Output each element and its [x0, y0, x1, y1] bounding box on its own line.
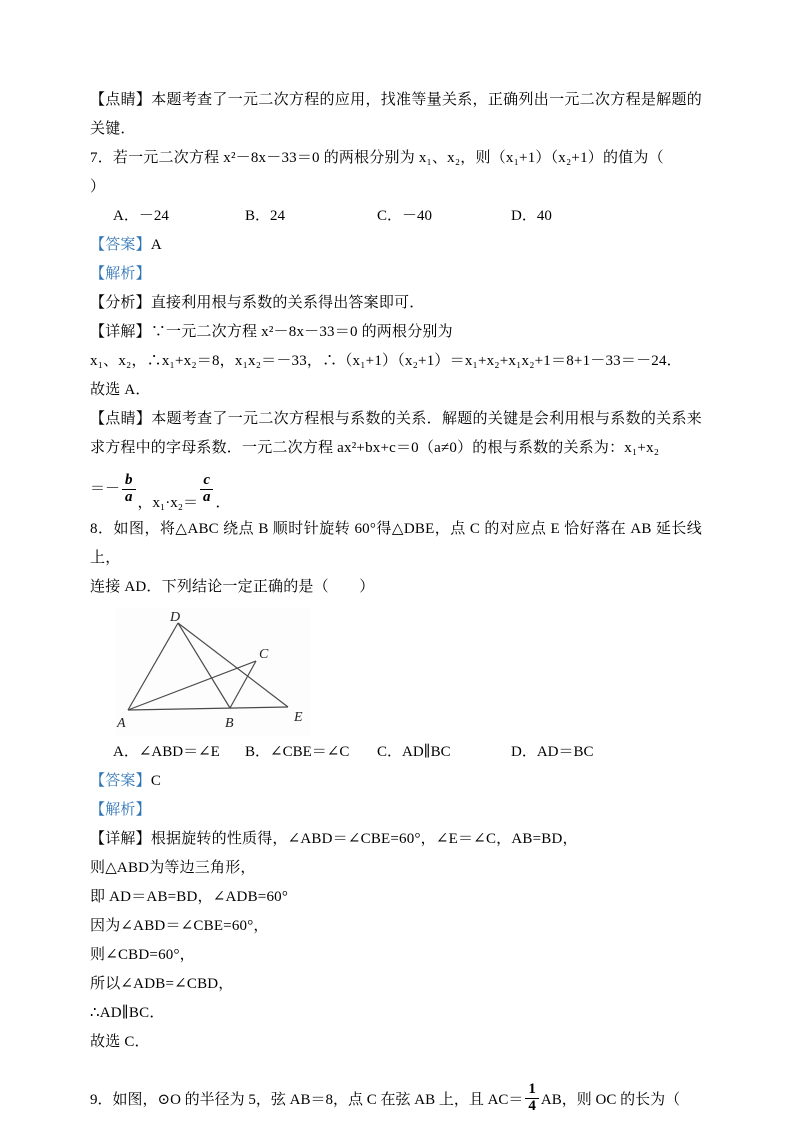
q7-xiangjie-line2: x₁、x₂，∴x₁+x₂＝8，x₁x₂＝－33，∴（x₁+1）（x₂+1）＝x₁+x₂+x₁x₂+1＝8+1－33＝－24．	[90, 353, 682, 369]
q7-answer	[90, 231, 702, 260]
q8-jiexi	[90, 796, 702, 825]
segment-AD	[128, 623, 178, 710]
note-previous-question	[90, 86, 702, 144]
segment-AC	[128, 661, 256, 710]
segment-BC	[230, 661, 256, 708]
q8-option-c: C．AD∥BC	[377, 744, 451, 760]
q9-stem: 9．如图，⊙O 的半径为 5，弦 AB＝8，点 C 在弦 AB 上，且 AC＝ $\frac{1}{4}$ AB，则 OC 的长为（	[90, 1080, 681, 1114]
q8-option-d: D．AD＝BC	[511, 744, 594, 760]
q7-fenxi: 【分析】直接利用根与系数的关系得出答案即可．	[90, 295, 425, 311]
xiangjie-tag: 【详解】	[90, 324, 151, 340]
q7-xiangjie-line1: 【详解】∵一元二次方程 x²－8x－33＝0 的两根分别为	[90, 324, 453, 340]
xiangjie-tag: 【详解】	[90, 831, 151, 847]
answer-tag: 【答案】	[90, 773, 151, 789]
q7-conclusion: 故选 A．	[90, 382, 151, 398]
q8-step-4: 则∠CBD=60°，	[90, 947, 195, 963]
q7-dianjing: 【点睛】本题考查了一元二次方程根与系数的关系．解题的关键是会利用根与系数的关系来求方程中的字母系数．一元二次方程 ax²+bx+c＝0（a≠0）的根与系数的关系为：x₁+x₂	[90, 411, 702, 456]
q8-step-3: 因为∠ABD＝∠CBE=60°，	[90, 918, 269, 934]
q8-option-b: B．∠CBE＝∠C	[245, 744, 350, 760]
q8-triangle-figure	[115, 608, 311, 736]
jiexi-tag: 【解析】	[90, 802, 151, 818]
q8-step-2: 即 AD＝AB=BD，∠ADB=60°	[90, 889, 289, 905]
jiexi-tag: 【解析】	[90, 266, 151, 282]
q7-option-b: B．24	[245, 208, 286, 224]
answer-tag: 【答案】	[90, 237, 151, 253]
answer-value: C	[150, 773, 162, 789]
q7-jiexi	[90, 260, 702, 289]
fraction-one-quarter: $\frac{1}{4}$	[525, 1082, 539, 1115]
q8-step-5: 所以∠ADB=∠CBD，	[90, 976, 234, 992]
q7-option-a: A．－24	[113, 208, 169, 224]
q8-options	[90, 738, 702, 767]
q7-option-d: D．40	[511, 208, 552, 224]
q8-xiangjie-line1: 【详解】根据旋转的性质得，∠ABD＝∠CBE=60°，∠E＝∠C，AB=BD，	[90, 831, 578, 847]
q8-stem-line2: 连接 AD．下列结论一定正确的是（ ）	[90, 579, 375, 595]
q8-step-6: ∴AD∥BC．	[90, 1005, 165, 1021]
segment-DE	[178, 623, 288, 707]
segment-DB	[178, 623, 230, 708]
fraction-b-over-a: $\frac{b}{a}$	[122, 473, 136, 506]
vertex-label-B: B	[225, 716, 234, 731]
vertex-label-A: A	[117, 716, 126, 731]
fenxi-tag: 【分析】	[90, 295, 151, 311]
segment-AE	[128, 707, 288, 710]
q7-options	[90, 202, 702, 231]
answer-value: A	[150, 237, 162, 253]
vertex-label-E: E	[294, 710, 303, 725]
q8-answer	[90, 767, 702, 796]
q7-stem: 7．若一元二次方程 x²－8x－33＝0 的两根分别为 x₁、x₂，则（x₁+1）（x₂+1）的值为（	[90, 150, 664, 166]
dianjing-text: 本题考查了一元二次方程的应用，找准等量关系，正确列出一元二次方程是解题的关键．	[90, 92, 702, 137]
q8-stem-line1: 8．如图，将△ABC 绕点 B 顺时针旋转 60°得△DBE，点 C 的对应点 E 恰好落在 AB 延长线上，	[90, 521, 702, 566]
q7-stem-close: ）	[90, 179, 106, 195]
q8-step-1: 则△ABD为等边三角形，	[90, 860, 256, 876]
q7-option-c: C．－40	[377, 208, 433, 224]
vertex-label-D: D	[170, 610, 181, 625]
q7-vieta-formula: ＝－ $\frac{b}{a}$ ，x₁·x₂＝ $\frac{c}{a}$ ．	[90, 471, 231, 511]
dianjing-tag: 【点睛】	[90, 411, 152, 427]
fraction-c-over-a: $\frac{c}{a}$	[200, 473, 214, 506]
q8-option-a: A．∠ABD＝∠E	[113, 744, 220, 760]
q8-conclusion: 故选 C．	[90, 1034, 150, 1050]
dianjing-tag: 【点睛】	[90, 92, 152, 108]
vertex-label-C: C	[259, 647, 269, 662]
triangle-diagram	[115, 608, 311, 736]
